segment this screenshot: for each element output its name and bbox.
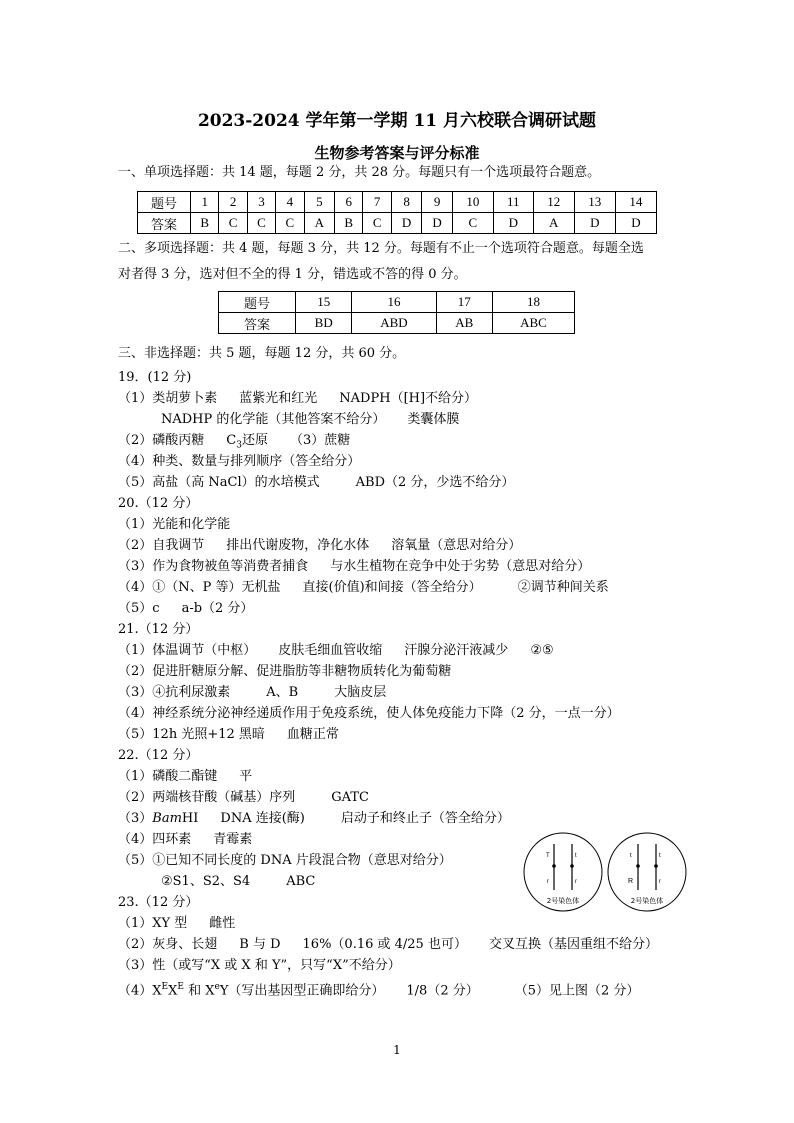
multi-choice-answer-table xyxy=(218,291,575,334)
q20-line3 xyxy=(118,558,590,576)
table-cell: 18 xyxy=(492,292,574,313)
section1-heading: 一、单项选择题：共 14 题，每题 2 分，共 28 分。每题只有一个选项最符合题意。 xyxy=(118,165,601,180)
answer-text: （4）四环素 xyxy=(118,832,192,847)
answer-text: 类囊体膜 xyxy=(407,412,460,427)
answer-text: （2）磷酸丙糖 xyxy=(118,433,205,448)
q20-line5 xyxy=(118,600,253,618)
answer-text: （5）12h 光照+12 黑暗 xyxy=(118,727,265,742)
page-subtitle: 生物参考答案与评分标准 xyxy=(314,144,480,162)
answer-text: ②S1、S2、S4 xyxy=(161,874,251,889)
answer-text: 与水生植物在竞争中处于劣势（意思对给分） xyxy=(330,559,591,574)
table-cell: D xyxy=(422,213,453,234)
page-number: 1 xyxy=(393,1043,401,1057)
gene-label: r xyxy=(659,879,661,885)
table-cell: ABC xyxy=(492,313,574,334)
table-cell: D xyxy=(615,213,656,234)
table-cell: D xyxy=(574,213,615,234)
table-cell: 2 xyxy=(219,192,247,213)
table-cell: 16 xyxy=(352,292,436,313)
section3-heading: 三、非选择题：共 5 题，每题 12 分，共 60 分。 xyxy=(118,346,406,361)
q22-line1 xyxy=(118,768,252,786)
chromosome-caption: 2号染色体 xyxy=(630,897,664,905)
gene-label: r xyxy=(575,879,577,885)
table-cell: B xyxy=(335,213,363,234)
centromere xyxy=(570,864,574,868)
row-label-question: 题号 xyxy=(219,292,296,313)
q22-line5: （5）①已知不同长度的 DNA 片段混合物（意思对给分） xyxy=(118,853,452,868)
answer-text: 和 X xyxy=(183,983,215,999)
table-cell: D xyxy=(493,213,533,234)
answer-text: A、B xyxy=(266,685,299,700)
table-cell: 8 xyxy=(391,192,422,213)
answer-text: （2）灰身、长翅 xyxy=(118,937,218,952)
answer-text: （4）①（N、P 等）无机盐 xyxy=(118,580,281,595)
q20-line4 xyxy=(118,579,609,597)
superscript: E xyxy=(177,982,184,992)
answer-text: 大脑皮层 xyxy=(334,685,387,700)
q19-line3 xyxy=(118,432,350,455)
table-cell: 7 xyxy=(363,192,391,213)
table-cell: 12 xyxy=(533,192,574,213)
table-cell: C xyxy=(363,213,391,234)
table-cell: 9 xyxy=(422,192,453,213)
superscript: e xyxy=(214,982,220,992)
q23-line2 xyxy=(118,936,658,954)
q23-line1 xyxy=(118,915,235,933)
answer-text: 平 xyxy=(239,769,253,784)
gene-label: t xyxy=(630,853,632,859)
q22-line3 xyxy=(118,810,510,828)
table-cell: 15 xyxy=(296,292,352,313)
row-label-answer: 答案 xyxy=(219,313,296,334)
answer-text: 青霉素 xyxy=(213,832,253,847)
answer-text: 排出代谢废物，净化水体 xyxy=(226,538,370,553)
q22-line6 xyxy=(161,873,315,891)
gene-label: r xyxy=(547,879,549,885)
gene-label: R xyxy=(628,878,634,885)
left-cell xyxy=(524,833,602,911)
q23-heading: 23.（12 分） xyxy=(118,895,199,910)
table-cell: 5 xyxy=(304,192,335,213)
answer-text: C xyxy=(226,433,237,448)
row-label-answer: 答案 xyxy=(138,213,191,234)
q19-line1 xyxy=(118,390,477,408)
answer-text: 蓝紫光和红光 xyxy=(239,391,318,406)
q20-line1: （1）光能和化学能 xyxy=(118,517,231,532)
answer-text: X xyxy=(168,983,178,999)
table-row xyxy=(219,313,575,334)
q21-line1 xyxy=(118,642,554,660)
table-cell: C xyxy=(219,213,247,234)
chromosome-caption: 2号染色体 xyxy=(546,897,580,905)
answer-text: ②⑤ xyxy=(530,643,554,658)
table-cell: C xyxy=(452,213,493,234)
right-cell xyxy=(608,833,686,911)
table-cell: C xyxy=(247,213,275,234)
answer-text: 启动子和终止子（答全给分） xyxy=(340,811,510,826)
gene-label: T xyxy=(546,853,550,859)
table-cell: 13 xyxy=(574,192,615,213)
answer-text: （3）作为食物被鱼等消费者捕食 xyxy=(118,559,309,574)
subscript: 3 xyxy=(236,440,242,451)
answer-text: （3）④抗利尿激素 xyxy=(118,685,231,700)
answer-text: （5）见上图（2 分） xyxy=(514,983,640,999)
answer-text: 雌性 xyxy=(209,916,236,931)
q20-heading: 20.（12 分） xyxy=(118,496,199,511)
q22-line4 xyxy=(118,831,252,849)
table-cell: 3 xyxy=(247,192,275,213)
answer-text: 直接(价值)和间接（答全给分） xyxy=(302,580,482,595)
answer-text: （1）类胡萝卜素 xyxy=(118,391,218,406)
answer-text: （1）体温调节（中枢） xyxy=(118,643,257,658)
table-cell: B xyxy=(191,213,219,234)
q19-heading: 19．(12 分) xyxy=(118,370,192,385)
q19-line5 xyxy=(118,474,514,492)
gene-label: t xyxy=(575,853,577,859)
table-row xyxy=(138,192,657,213)
q21-line2: （2）促进肝糖原分解、促进脂肪等非糖物质转化为葡萄糖 xyxy=(118,664,452,679)
centromere xyxy=(654,864,658,868)
answer-text-italic: Bam xyxy=(152,811,182,826)
answer-text: GATC xyxy=(331,790,369,805)
answer-text: NADHP 的化学能（其他答案不给分） xyxy=(161,412,386,427)
single-choice-answer-table xyxy=(137,191,657,234)
answer-text: 汗腺分泌汗液减少 xyxy=(404,643,509,658)
answer-text: ②调节种间关系 xyxy=(517,580,609,595)
table-cell: BD xyxy=(296,313,352,334)
table-cell: D xyxy=(391,213,422,234)
table-cell: A xyxy=(533,213,574,234)
answer-text: Y（写出基因型正确即给分） xyxy=(219,983,385,999)
answer-text: （2）自我调节 xyxy=(118,538,205,553)
gene-label: t xyxy=(659,853,661,859)
answer-text: （5）高盐（高 NaCl）的水培模式 xyxy=(118,475,320,490)
q21-line4: （4）神经系统分泌神经递质作用于免疫系统，使人体免疫能力下降（2 分，一点一分） xyxy=(118,706,620,721)
table-cell: A xyxy=(304,213,335,234)
answer-text: a-b（2 分） xyxy=(181,601,254,616)
table-cell: 4 xyxy=(276,192,304,213)
centromere xyxy=(552,864,556,868)
answer-text: （1）XY 型 xyxy=(118,916,188,931)
answer-text: 还原 xyxy=(241,433,268,448)
section2-heading-line1: 二、多项选择题：共 4 题，每题 3 分，共 12 分。每题有不止一个选项符合题意。每题全选 xyxy=(118,241,644,256)
answer-text: 血糖正常 xyxy=(286,727,339,742)
q21-line3 xyxy=(118,684,386,702)
answer-text: 皮肤毛细血管收缩 xyxy=(278,643,383,658)
answer-text: （3）蔗糖 xyxy=(289,433,351,448)
chromosome-figure xyxy=(522,832,702,914)
table-cell: 17 xyxy=(436,292,492,313)
row-label-question: 题号 xyxy=(138,192,191,213)
answer-text: 16%（0.16 或 4/25 也可） xyxy=(302,937,467,952)
answer-text: 溶氧量（意思对给分） xyxy=(391,538,522,553)
q23-line3: （3）性（或写“X 或 X 和 Y”，只写“X”不给分） xyxy=(118,958,401,973)
answer-text: ABC xyxy=(286,874,316,889)
answer-text: B 与 D xyxy=(239,937,281,952)
q19-line4: （4）种类、数量与排列顺序（答全给分） xyxy=(118,454,361,469)
q19-line2 xyxy=(161,411,459,429)
table-row xyxy=(138,213,657,234)
answer-text: 交叉互换（基因重组不给分） xyxy=(488,937,658,952)
table-row xyxy=(219,292,575,313)
table-cell: 6 xyxy=(335,192,363,213)
answer-text: （4）X xyxy=(118,983,162,999)
table-cell: 14 xyxy=(615,192,656,213)
centromere xyxy=(636,864,640,868)
answer-text: HI xyxy=(181,811,199,826)
table-cell: ABD xyxy=(352,313,436,334)
page-title: 2023-2024 学年第一学期 11 月六校联合调研试题 xyxy=(197,111,597,131)
table-cell: C xyxy=(276,213,304,234)
q21-heading: 21.（12 分） xyxy=(118,622,199,637)
answer-text: NADPH（[H]不给分） xyxy=(339,391,478,406)
table-cell: 11 xyxy=(493,192,533,213)
answer-text: （2）两端核苷酸（碱基）序列 xyxy=(118,790,296,805)
answer-text: 1/8（2 分） xyxy=(406,983,479,999)
q23-line4 xyxy=(118,978,639,1000)
answer-text: （3） xyxy=(118,811,153,826)
answer-text: DNA 连接(酶) xyxy=(220,811,305,826)
table-cell: AB xyxy=(436,313,492,334)
q20-line2 xyxy=(118,537,521,555)
table-cell: 10 xyxy=(452,192,493,213)
q22-heading: 22.（12 分） xyxy=(118,748,199,763)
section2-heading-line2: 对者得 3 分，选对但不全的得 1 分，错选或不答的得 0 分。 xyxy=(118,267,467,282)
answer-text: （5）c xyxy=(118,601,160,616)
superscript: E xyxy=(161,982,169,992)
table-cell: 1 xyxy=(191,192,219,213)
q22-line2 xyxy=(118,789,369,807)
answer-text: （1）磷酸二酯键 xyxy=(118,769,218,784)
answer-text: ABD（2 分，少选不给分） xyxy=(355,475,515,490)
q21-line5 xyxy=(118,726,339,744)
